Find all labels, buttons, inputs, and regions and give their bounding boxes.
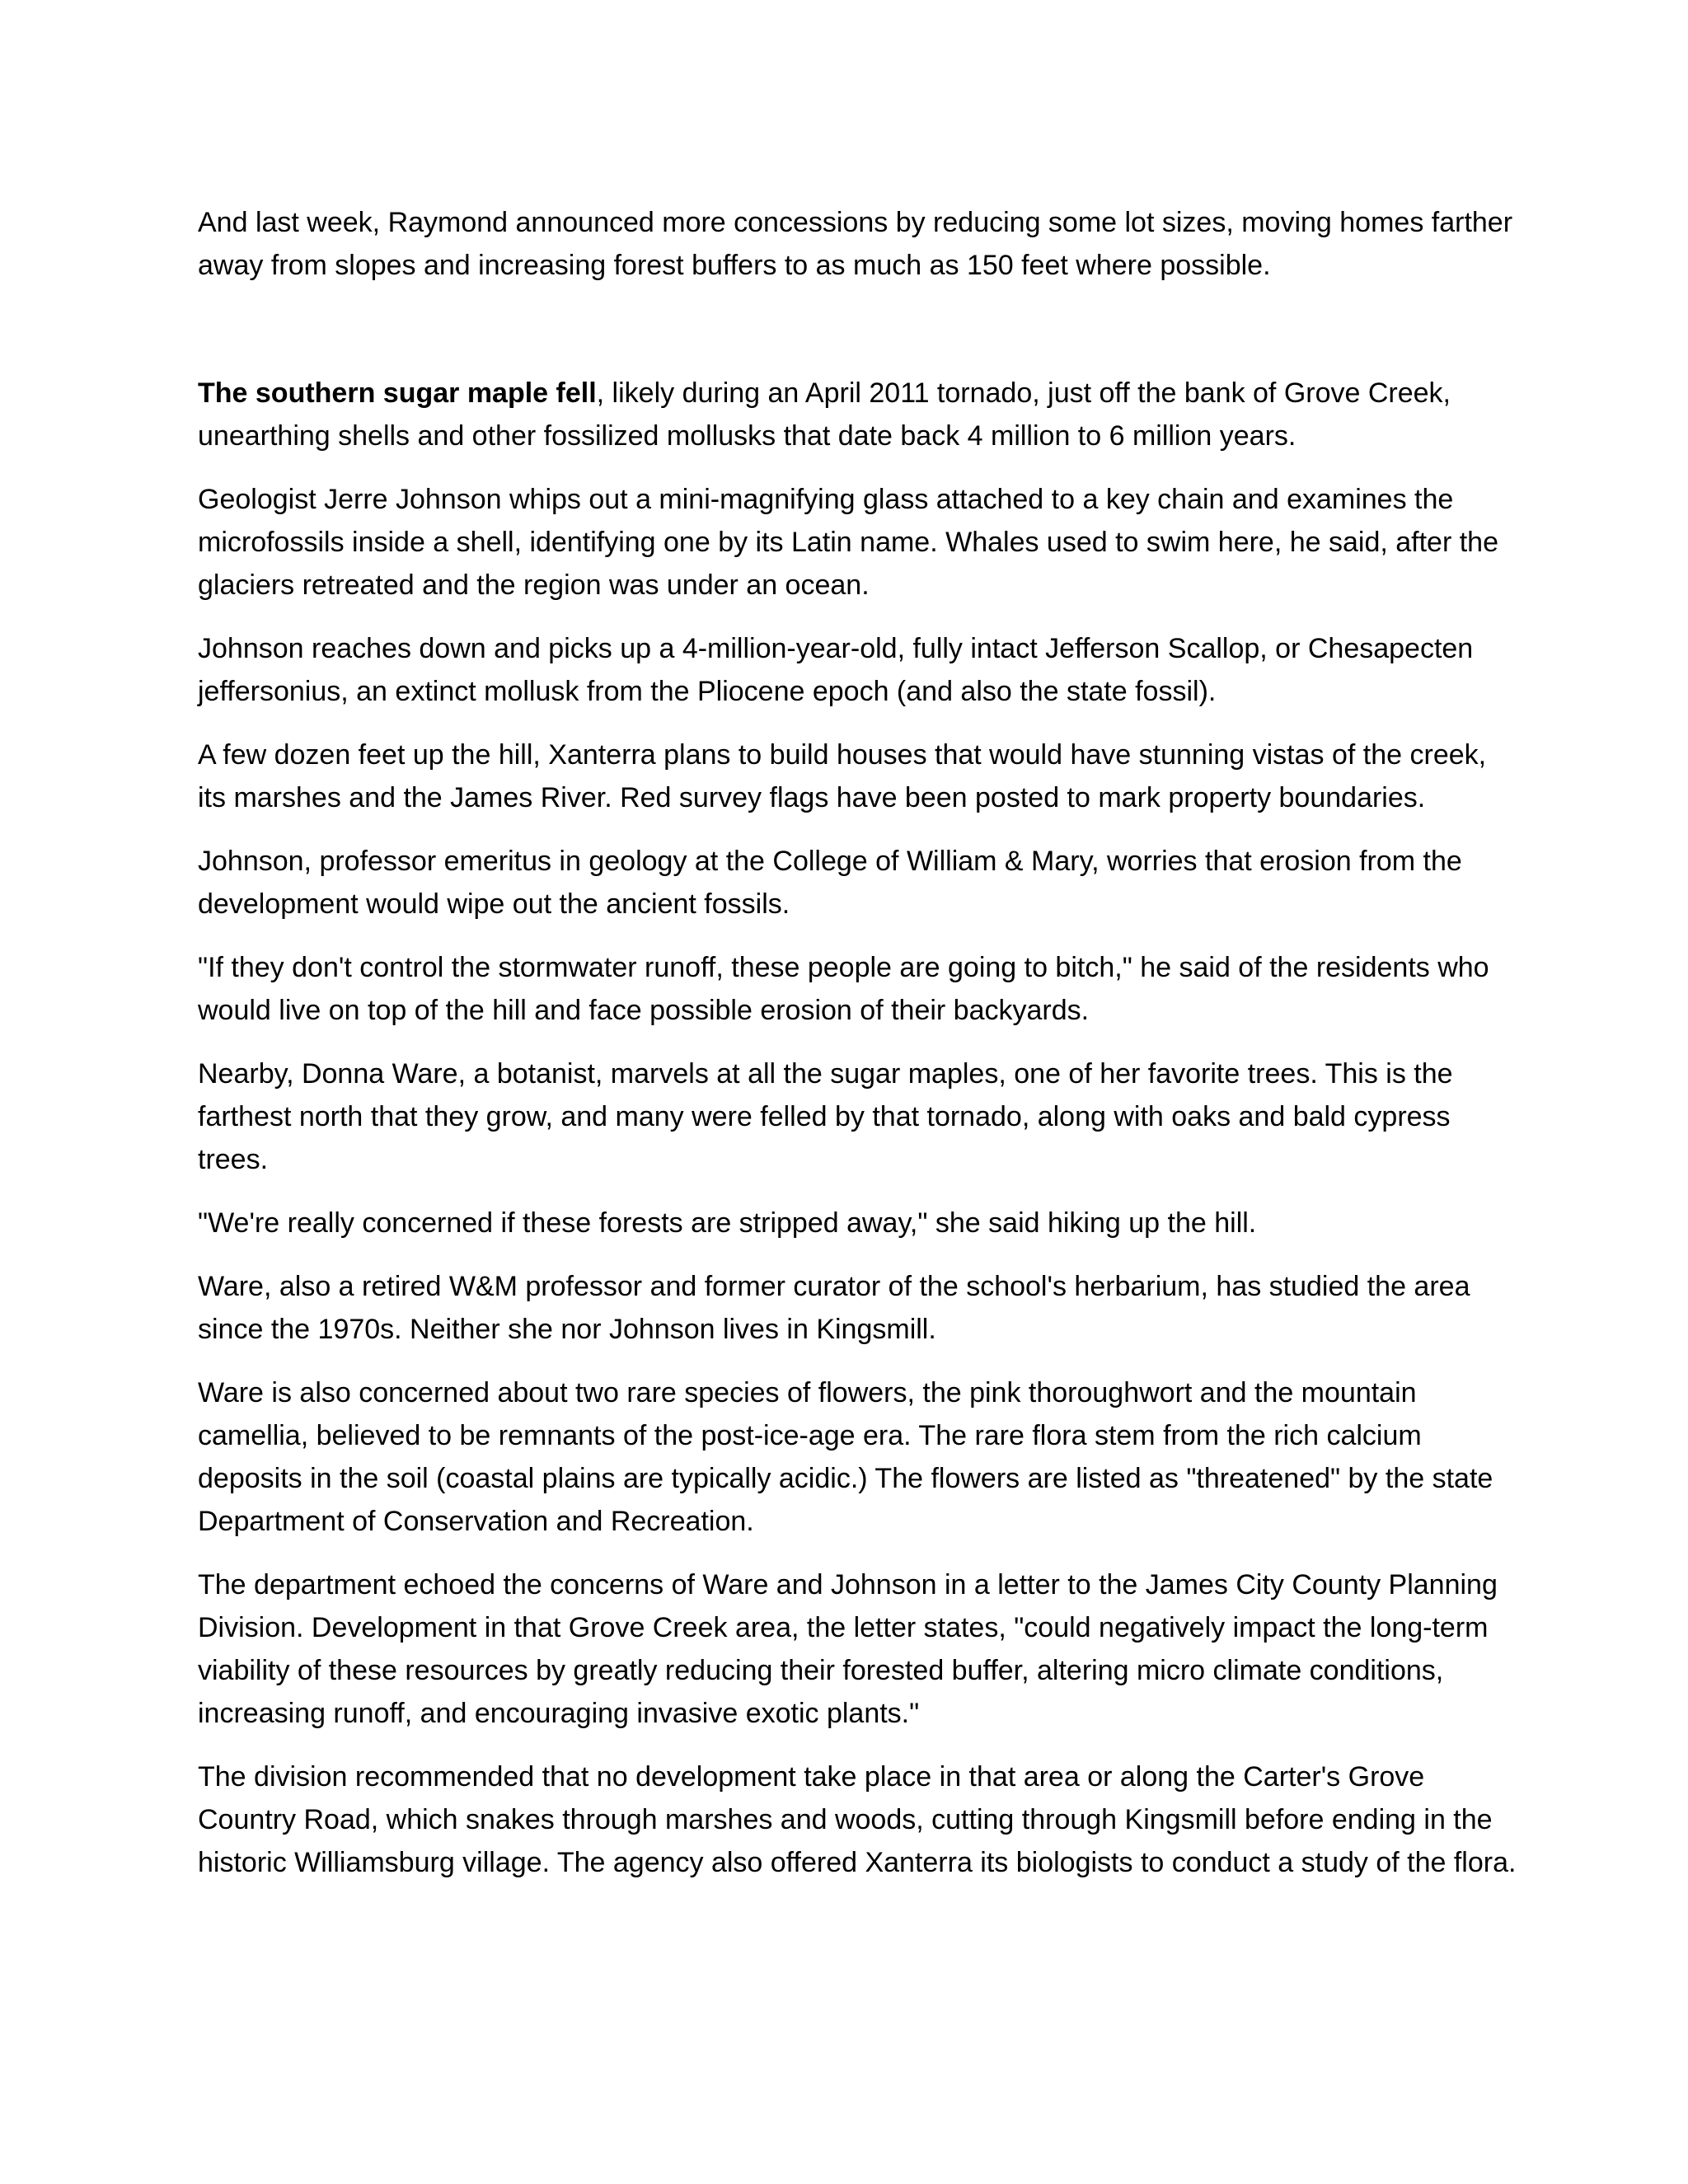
body-paragraph: The division recommended that no development take place in that area or along the Carter's Grove Country Road, which snakes through marshes and woods, cutting through Kingsmill before ending in the historic Williamsburg village. The agency also offered Xanterra its biologists to conduct a study of the flora. bbox=[198, 1761, 1517, 1878]
intro-paragraph: And last week, Raymond announced more concessions by reducing some lot sizes, moving homes farther away from slopes and increasing forest buffers to as much as 150 feet where possible. bbox=[198, 207, 1513, 281]
body-paragraph: The department echoed the concerns of Ware and Johnson in a letter to the James City County Planning Division. Development in that Grove Creek area, the letter states, "could negatively impact the long-term viability of these resources by greatly reducing their forested buffer, altering micro climate conditions, increasing runoff, and encouraging invasive exotic plants." bbox=[198, 1569, 1498, 1729]
document-page bbox=[198, 201, 1517, 1905]
body-paragraph: "We're really concerned if these forests are stripped away," she said hiking up the hill. bbox=[198, 1207, 1257, 1239]
body-paragraph: Johnson, professor emeritus in geology at the College of William & Mary, worries that erosion from the development would wipe out the ancient fossils. bbox=[198, 846, 1462, 920]
body-paragraph: Nearby, Donna Ware, a botanist, marvels at all the sugar maples, one of her favorite trees. This is the farthest north that they grow, and many were felled by that tornado, along with oaks and bald cypress trees. bbox=[198, 1058, 1453, 1175]
section-lead-rest: , likely during an April 2011 tornado, just off the bank of Grove Creek, unearthing shells and other fossilized mollusks that date back 4 million to 6 million years. bbox=[198, 377, 1451, 452]
body-paragraph: Ware, also a retired W&M professor and former curator of the school's herbarium, has studied the area since the 1970s. Neither she nor Johnson lives in Kingsmill. bbox=[198, 1271, 1470, 1345]
section-lead-paragraph bbox=[198, 372, 1517, 457]
body-paragraph: Geologist Jerre Johnson whips out a mini-magnifying glass attached to a key chain and examines the microfossils inside a shell, identifying one by its Latin name. Whales used to swim here, he said, after the glaciers retreated and the region was under an ocean. bbox=[198, 484, 1498, 601]
body-paragraph: A few dozen feet up the hill, Xanterra plans to build houses that would have stunning vistas of the creek, its marshes and the James River. Red survey flags have been posted to mark property boundaries. bbox=[198, 739, 1487, 813]
section-lead-phrase: The southern sugar maple fell bbox=[198, 377, 597, 409]
body-paragraph: Ware is also concerned about two rare species of flowers, the pink thoroughwort and the mountain camellia, believed to be remnants of the post-ice-age era. The rare flora stem from the rich calcium deposits in the soil (coastal plains are typically acidic.) The flowers are listed as "threatened" by the state Department of Conservation and Recreation. bbox=[198, 1377, 1493, 1537]
body-paragraph: "If they don't control the stormwater runoff, these people are going to bitch," he said of the residents who would live on top of the hill and face possible erosion of their backyards. bbox=[198, 952, 1489, 1026]
body-paragraph: Johnson reaches down and picks up a 4-million-year-old, fully intact Jefferson Scallop, or Chesapecten jeffersonius, an extinct mollusk from the Pliocene epoch (and also the state fossil). bbox=[198, 633, 1474, 707]
